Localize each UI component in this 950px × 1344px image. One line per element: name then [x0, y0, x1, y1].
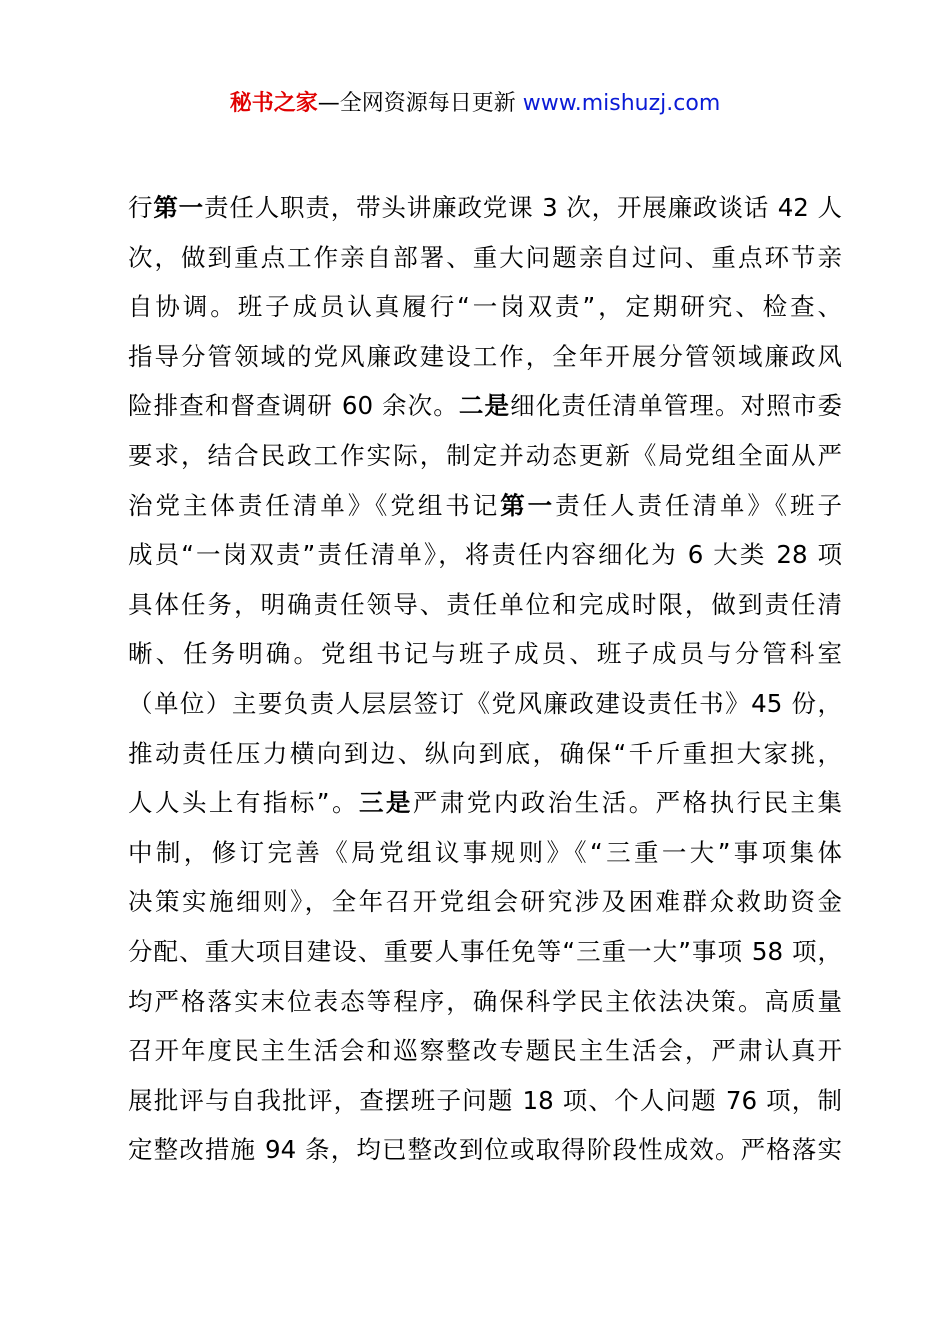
- text-line: [128, 778, 842, 828]
- emphasis-text: 三是: [358, 788, 413, 818]
- body-paragraph: [128, 183, 842, 1175]
- text-line: [128, 381, 842, 431]
- text-segment: 展批评与自我批评，查摆班子问题 18 项、个人问题 76 项，制: [128, 1085, 842, 1115]
- emphasis-text: 第一: [500, 490, 556, 520]
- text-line: [128, 481, 842, 531]
- text-line: [128, 877, 842, 927]
- brand-name: 秘书之家: [229, 91, 318, 116]
- header-tagline: —全网资源每日更新: [317, 91, 523, 116]
- text-line: [128, 729, 842, 779]
- text-segment: 险排查和督查调研 60 余次。: [128, 391, 459, 421]
- text-segment: 推动责任压力横向到边、纵向到底，确保“千斤重担大家挑，: [128, 738, 842, 768]
- text-segment: 要求，结合民政工作实际，制定并动态更新《局党组全面从严: [128, 440, 842, 470]
- text-line: [128, 1026, 842, 1076]
- text-segment: 晰、任务明确。党组书记与班子成员、班子成员与分管科室: [128, 639, 842, 669]
- text-line: [128, 332, 842, 382]
- text-line: [128, 977, 842, 1027]
- emphasis-text: 第一: [153, 193, 205, 222]
- text-segment: 人人头上有指标”。: [128, 788, 359, 818]
- text-segment: 均严格落实末位表态等程序，确保科学民主依法决策。高质量: [128, 986, 842, 1016]
- text-segment: 次，做到重点工作亲自部署、重大问题亲自过问、重点环节亲: [128, 242, 842, 272]
- text-line: [128, 1125, 842, 1175]
- text-segment: 具体任务，明确责任领导、责任单位和完成时限，做到责任清: [128, 589, 842, 619]
- text-segment: 责任人责任清单》《班子: [555, 490, 843, 520]
- text-line: [128, 233, 842, 283]
- text-line: [128, 183, 842, 233]
- text-segment: 责任人职责，带头讲廉政党课 3 次，开展廉政谈话 42 人: [204, 193, 842, 222]
- text-segment: 严肃党内政治生活。严格执行民主集: [412, 788, 842, 818]
- text-segment: 细化责任清单管理。对照市委: [510, 391, 843, 421]
- text-segment: 决策实施细则》，全年召开党组会研究涉及困难群众救助资金: [128, 887, 842, 917]
- text-line: [128, 629, 842, 679]
- text-segment: 分配、重大项目建设、重要人事任免等“三重一大”事项 58 项，: [128, 936, 842, 966]
- text-line: [128, 580, 842, 630]
- text-segment: 行: [128, 193, 154, 222]
- text-segment: 成员“一岗双责”责任清单》，将责任内容细化为 6 大类 28 项: [128, 540, 842, 570]
- text-line: [128, 431, 842, 481]
- site-header: [0, 86, 950, 122]
- text-line: [128, 927, 842, 977]
- text-segment: 定整改措施 94 条，均已整改到位或取得阶段性成效。严格落实: [128, 1135, 842, 1165]
- text-segment: 自协调。班子成员认真履行“一岗双责”，定期研究、检查、: [128, 292, 842, 322]
- text-segment: 召开年度民主生活会和巡察整改专题民主生活会，严肃认真开: [128, 1036, 842, 1066]
- text-line: [128, 530, 842, 580]
- text-line: [128, 679, 842, 729]
- text-line: [128, 828, 842, 878]
- text-segment: 中制，修订完善《局党组议事规则》《“三重一大”事项集体: [128, 837, 842, 867]
- text-line: [128, 282, 842, 332]
- emphasis-text: 二是: [458, 391, 511, 421]
- text-segment: 治党主体责任清单》《党组书记: [128, 490, 501, 520]
- text-line: [128, 1076, 842, 1126]
- site-url-link[interactable]: www.mishuzj.com: [522, 91, 721, 116]
- text-segment: 指导分管领域的党风廉政建设工作，全年开展分管领域廉政风: [128, 341, 842, 371]
- text-segment: （单位）主要负责人层层签订《党风廉政建设责任书》45 份，: [128, 688, 842, 718]
